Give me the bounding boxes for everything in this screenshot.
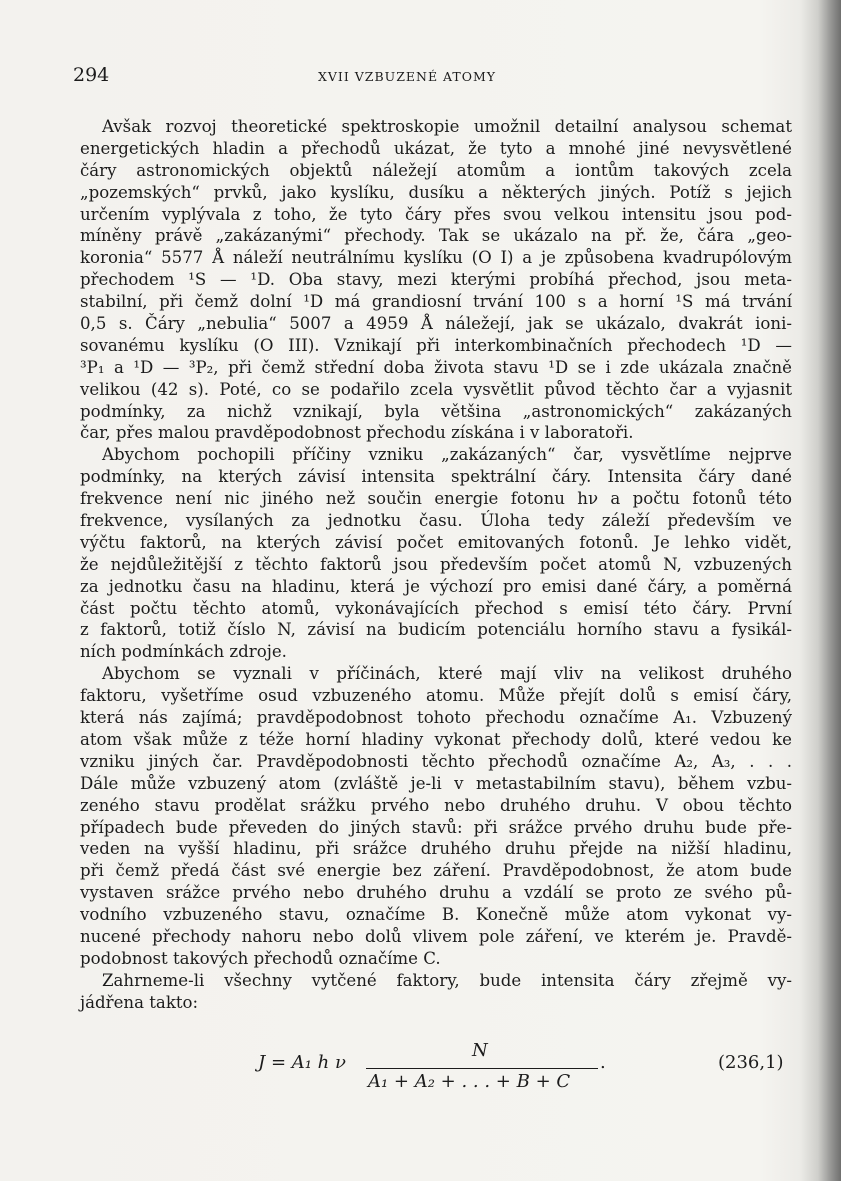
- text-line: ³P₁ a ¹D — ³P₂, při čemž střední doba života stavu ¹D se i zde ukázala značně: [80, 357, 792, 377]
- text-line: vodního vzbuzeného stavu, označíme B. Konečně může atom vykonat vy-: [80, 905, 792, 925]
- text-line: míněny právě „zakázanými“ přechody. Tak se ukázalo na př. že, čára „geo-: [80, 226, 792, 246]
- equation-period: .: [600, 1052, 606, 1073]
- text-line: určením vyplývala z toho, že tyto čáry přes svou velkou intensitu jsou pod-: [80, 204, 792, 224]
- text-line: koronia“ 5577 Å náleží neutrálnímu kyslíku (O I) a je způsobena kvadrupólovým: [80, 248, 792, 268]
- text-line: atom však může z téže horní hladiny vykonat přechody dolů, které vedou ke: [80, 729, 792, 749]
- text-line: frekvence není nic jiného než součin energie fotonu hν a počtu fotonů této: [80, 489, 792, 509]
- text-line: za jednotku času na hladinu, která je výchozí pro emisi dané čáry, a poměrná: [80, 576, 792, 596]
- text-line: faktoru, vyšetříme osud vzbuzeného atomu. Může přejít dolů s emisí čáry,: [80, 686, 792, 706]
- text-line: zeného stavu prodělat srážku prvého nebo druhého druhu. V obou těchto: [80, 795, 792, 815]
- text-line: energetických hladin a přechodů ukázat, že tyto a mnohé jiné nevysvětlené: [80, 138, 792, 158]
- text-line: při čemž předá část své energie bez záření. Pravděpodobnost, že atom bude: [80, 861, 792, 881]
- equation-lhs: J = A₁ h ν: [258, 1052, 346, 1073]
- text-line: „pozemských“ prvků, jako kyslíku, dusíku a některých jiných. Potíž s jejich: [80, 182, 792, 202]
- text-line: Abychom se vyznali v příčinách, které mají vliv na velikost druhého: [102, 664, 792, 684]
- text-line: frekvence, vysílaných za jednotku času. Úloha tedy záleží především ve: [80, 511, 792, 531]
- body-text: [80, 116, 792, 1014]
- text-line: sovanému kyslíku (O III). Vznikají při interkombinačních přechodech ¹D —: [80, 335, 792, 355]
- text-line: Dále může vzbuzený atom (zvláště je-li v metastabilním stavu), během vzbu-: [80, 773, 792, 793]
- text-line: velikou (42 s). Poté, co se podařilo zcela vysvětlit původ těchto čar a vyjasnit: [80, 379, 792, 399]
- text-line: stabilní, při čemž dolní ¹D má grandiosní trvání 100 s a horní ¹S má trvání: [80, 292, 792, 312]
- equation-denominator: A₁ + A₂ + . . . + B + C: [368, 1071, 571, 1092]
- text-line: 0,5 s. Čáry „nebulia“ 5007 a 4959 Å náležejí, jak se ukázalo, dvakrát ioni-: [80, 314, 792, 334]
- text-line: Abychom pochopili příčiny vzniku „zakázaných“ čar, vysvětlíme nejprve: [102, 445, 792, 465]
- text-line: Avšak rozvoj theoretické spektroskopie umožnil detailní analysou schemat: [102, 117, 792, 136]
- text-line: případech bude převeden do jiných stavů: při srážce prvého druhu bude pře-: [80, 817, 792, 837]
- text-line: že nejdůležitější z těchto faktorů jsou především počet atomů N, vzbuzených: [80, 554, 792, 574]
- equation-numerator: N: [472, 1040, 488, 1061]
- text-line: podobnost takových přechodů označíme C.: [80, 948, 441, 968]
- text-line: z faktorů, totiž číslo N, závisí na budicím potenciálu horního stavu a fysikál-: [80, 620, 792, 640]
- text-line: která nás zajímá; pravděpodobnost tohoto přechodu označíme A₁. Vzbuzený: [80, 708, 792, 728]
- text-line: podmínky, na kterých závisí intensita spektrální čáry. Intensita čáry dané: [80, 467, 792, 487]
- text-line: vzniku jiných čar. Pravděpodobnosti těchto přechodů označíme A₂, A₃, . . .: [80, 751, 792, 771]
- text-line: čáry astronomických objektů náležejí atomům a iontům takových zcela: [80, 160, 792, 180]
- fraction-bar: [366, 1068, 598, 1069]
- text-line: přechodem ¹S — ¹D. Oba stavy, mezi kterými probíhá přechod, jsou meta-: [80, 270, 792, 290]
- text-line: čar, přes malou pravděpodobnost přechodu získána i v laboratoři.: [80, 423, 634, 443]
- text-line: část počtu těchto atomů, vykonávajících přechod s emisí této čáry. První: [80, 598, 792, 618]
- text-line: výčtu faktorů, na kterých závisí počet emitovaných fotonů. Je lehko vidět,: [80, 532, 792, 552]
- text-line: podmínky, za nichž vznikají, byla většina „astronomických“ zakázaných: [80, 401, 792, 421]
- text-line: jádřena takto:: [80, 992, 199, 1012]
- text-line: ních podmínkách zdroje.: [80, 642, 287, 662]
- text-line: vystaven srážce prvého nebo druhého druhu a vzdálí se proto ze svého pů-: [80, 883, 792, 903]
- page-number: 294: [73, 64, 110, 86]
- equation-number: (236,1): [718, 1052, 784, 1073]
- text-line: veden na vyšší hladinu, při srážce druhého druhu přejde na nižší hladinu,: [80, 839, 792, 859]
- running-header: XVII VZBUZENÉ ATOMY: [318, 69, 497, 84]
- equation-236-1: [0, 1040, 841, 1100]
- text-line: Zahrneme-li všechny vytčené faktory, bude intensita čáry zřejmě vy-: [102, 970, 792, 990]
- text-line: nucené přechody nahoru nebo dolů vlivem pole záření, ve kterém je. Pravdě-: [80, 926, 792, 946]
